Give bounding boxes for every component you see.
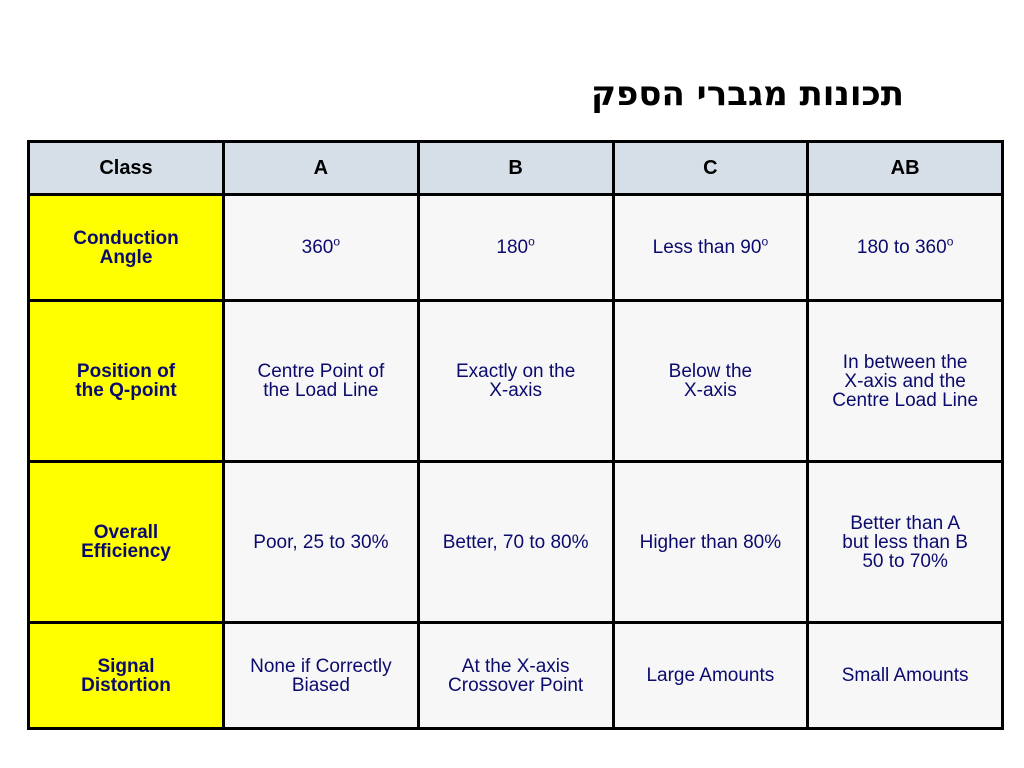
table-row [29, 623, 1003, 729]
cell-line: Exactly on the [455, 361, 576, 382]
degree-sup: o [528, 234, 535, 249]
slide-title: תכונות מגברי הספק [590, 74, 904, 114]
cell-conduction-c [613, 195, 808, 301]
cell-line: At the X-axis [461, 655, 570, 677]
cell-line: Large Amounts [646, 665, 775, 686]
row-label-line: Efficiency [81, 541, 171, 562]
header-class: Class [29, 142, 224, 195]
cell-efficiency-b [418, 462, 613, 623]
header-class-b: B [418, 142, 613, 195]
cell-line: Poor, 25 to 30% [253, 531, 389, 553]
header-row [29, 142, 1003, 195]
cell-line: Higher than 80% [639, 531, 782, 553]
amplifier-classes-table [27, 140, 1004, 730]
cell-value: 180 to 360 [856, 237, 947, 258]
cell-qpoint-b [418, 301, 613, 462]
cell-efficiency-ab [808, 462, 1003, 623]
row-label-q-point [29, 301, 224, 462]
table-row [29, 195, 1003, 301]
row-label-line: Angle [99, 246, 153, 268]
cell-line: X-axis and the [844, 370, 966, 392]
cell-line: In between the [842, 351, 968, 373]
row-label-line: Position of [76, 361, 176, 382]
cell-conduction-ab [808, 195, 1003, 301]
cell-line: 50 to 70% [862, 550, 948, 572]
cell-line: X-axis [489, 380, 543, 401]
table-row [29, 301, 1003, 462]
cell-line: the Load Line [263, 380, 379, 401]
cell-line: Centre Point of [257, 361, 385, 382]
row-label-efficiency [29, 462, 224, 623]
cell-line: Better, 70 to 80% [442, 531, 589, 553]
cell-line: Biased [291, 674, 350, 696]
cell-conduction-b [418, 195, 613, 301]
cell-line: Small Amounts [841, 665, 969, 686]
cell-qpoint-ab [808, 301, 1003, 462]
degree-sup: o [946, 234, 954, 249]
header-class-ab: AB [808, 142, 1003, 195]
cell-distortion-c [613, 623, 808, 729]
cell-value: 360 [301, 237, 334, 258]
cell-line: Below the [668, 361, 753, 382]
row-label-line: Distortion [81, 674, 171, 696]
table-row [29, 462, 1003, 623]
cell-distortion-b [418, 623, 613, 729]
degree-sup: o [333, 234, 341, 249]
row-label-line: the Q-point [75, 380, 177, 401]
header-class-a: A [224, 142, 419, 195]
row-label-line: Overall [93, 522, 159, 543]
cell-conduction-a [224, 195, 419, 301]
cell-line: None if Correctly [250, 655, 392, 677]
header-class-c: C [613, 142, 808, 195]
cell-line: Crossover Point [448, 674, 584, 696]
row-label-distortion [29, 623, 224, 729]
cell-line: Better than A [850, 512, 961, 534]
cell-value: 180 [496, 237, 529, 258]
cell-qpoint-c [613, 301, 808, 462]
degree-sup: o [761, 234, 769, 249]
cell-value: Less than 90 [652, 237, 762, 258]
cell-efficiency-a [224, 462, 419, 623]
cell-distortion-ab [808, 623, 1003, 729]
cell-line: Centre Load Line [832, 389, 979, 411]
cell-efficiency-c [613, 462, 808, 623]
cell-line: but less than B [842, 531, 968, 553]
cell-qpoint-a [224, 301, 419, 462]
cell-distortion-a [224, 623, 419, 729]
cell-line: X-axis [683, 380, 737, 401]
row-label-line: Conduction [73, 227, 179, 249]
row-label-line: Signal [97, 655, 155, 677]
row-label-conduction-angle [29, 195, 224, 301]
